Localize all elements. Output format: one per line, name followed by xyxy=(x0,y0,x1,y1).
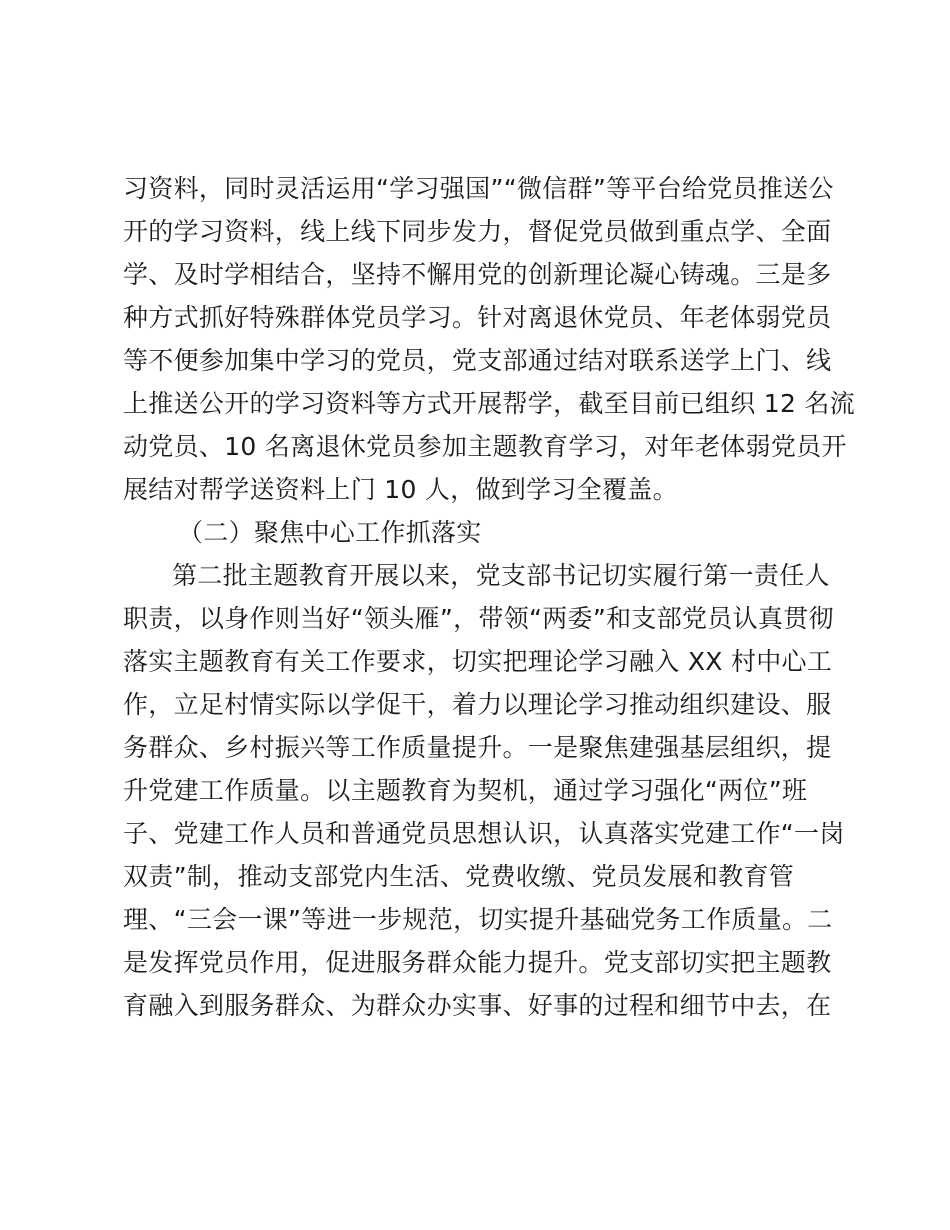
paragraph-line: 理、“三会一课”等进一步规范，切实提升基础党务工作质量。二 xyxy=(123,905,833,934)
paragraph-line: 落实主题教育有关工作要求，切实把理论学习融入 XX 村中心工 xyxy=(123,647,833,676)
paragraph-line: 职责，以身作则当好“领头雁”，带领“两委”和支部党员认真贯彻 xyxy=(123,604,834,633)
paragraph-line: 育融入到服务群众、为群众办实事、好事的过程和细节中去，在 xyxy=(123,991,832,1020)
paragraph-line: 是发挥党员作用，促进服务群众能力提升。党支部切实把主题教 xyxy=(123,948,832,977)
paragraph-line: 升党建工作质量。以主题教育为契机，通过学习强化“两位”班 xyxy=(123,776,808,805)
section-heading: （二）聚焦中心工作抓落实 xyxy=(178,518,482,547)
paragraph-line: 子、党建工作人员和普通党员思想认识，认真落实党建工作“一岗 xyxy=(123,819,845,848)
paragraph-line: 务群众、乡村振兴等工作质量提升。一是聚焦建强基层组织，提 xyxy=(123,733,832,762)
paragraph-line: 双责”制，推动支部党内生活、党费收缴、党员发展和教育管 xyxy=(123,862,795,891)
paragraph-line: 作，立足村情实际以学促干，着力以理论学习推动组织建设、服 xyxy=(123,690,832,719)
paragraph-line: 开的学习资料，线上线下同步发力，督促党员做到重点学、全面 xyxy=(123,217,832,246)
paragraph-line: 学、及时学相结合，坚持不懈用党的创新理论凝心铸魂。三是多 xyxy=(123,260,832,289)
paragraph-line: 动党员、10 名离退休党员参加主题教育学习，对年老体弱党员开 xyxy=(123,432,847,461)
paragraph-line: 等不便参加集中学习的党员，党支部通过结对联系送学上门、线 xyxy=(123,346,832,375)
paragraph-line: 上推送公开的学习资料等方式开展帮学，截至目前已组织 12 名流 xyxy=(123,389,856,418)
paragraph-line: 展结对帮学送资料上门 10 人，做到学习全覆盖。 xyxy=(123,475,678,504)
paragraph-line: 种方式抓好特殊群体党员学习。针对离退休党员、年老体弱党员 xyxy=(123,303,832,332)
paragraph-line: 习资料，同时灵活运用“学习强国”“微信群”等平台给党员推送公 xyxy=(123,174,834,203)
paragraph-line: 第二批主题教育开展以来，党支部书记切实履行第一责任人 xyxy=(172,561,830,590)
